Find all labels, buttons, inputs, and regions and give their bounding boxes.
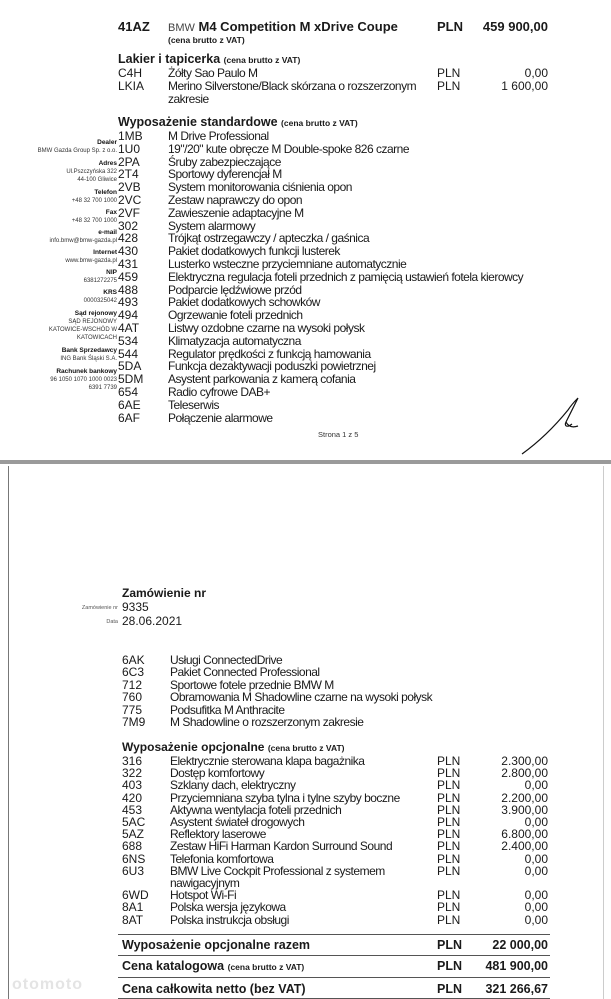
item-currency: PLN — [437, 912, 461, 927]
item-description: Reflektory laserowe — [170, 827, 266, 842]
item-description: Pakiet dodatkowych schowków — [168, 295, 320, 310]
item-description: Połączenie alarmowe — [168, 410, 273, 425]
item-code: 534 — [118, 333, 139, 348]
model-row — [0, 20, 611, 33]
item-price: 2.200,00 — [501, 790, 548, 805]
item-description: Telefonia komfortowa — [170, 851, 274, 866]
item-description-cont: nawigacyjnym — [170, 876, 240, 890]
item-price: 0,00 — [524, 888, 548, 903]
item-description: Przyciemniana szyba tylna i tylne szyby boczne — [170, 790, 400, 805]
item-code: 5DM — [118, 372, 144, 387]
total-row-optional: Wyposażenie opcjonalne razem PLN 22 000,00 — [122, 938, 548, 952]
model-currency: PLN — [437, 19, 463, 34]
item-currency: PLN — [437, 839, 461, 854]
item-currency: PLN — [437, 900, 461, 915]
item-price: 2.800,00 — [501, 766, 548, 781]
order-date: 28.06.2021 — [122, 614, 183, 628]
item-code: 6C3 — [122, 665, 145, 680]
item-price: 0,00 — [524, 778, 548, 793]
item-code: 453 — [122, 802, 143, 817]
item-code: 6WD — [122, 888, 149, 903]
item-code: 2VF — [118, 205, 141, 220]
item-currency: PLN — [437, 863, 461, 878]
item-price: 2.300,00 — [501, 754, 548, 768]
date-label: Data — [106, 619, 118, 625]
item-currency: PLN — [437, 802, 461, 817]
list-item — [0, 865, 611, 877]
item-description: Pakiet Connected Professional — [170, 665, 320, 680]
paint-section-title: Lakier i tapicerka (cena brutto z VAT) — [118, 52, 301, 66]
item-description: 19"/20" kute obręcze M Double-spoke 826 czarne — [168, 141, 410, 156]
item-code: 6NS — [122, 851, 146, 866]
upholstery-row-cont: zakresie — [168, 92, 209, 106]
item-code: 654 — [118, 385, 139, 399]
item-code: 5AC — [122, 815, 146, 829]
item-currency: PLN — [437, 851, 461, 866]
item-code: 544 — [118, 346, 139, 361]
item-code: 431 — [118, 257, 139, 271]
order-no: 9335 — [122, 600, 149, 614]
optional-section-title: Wyposażenie opcjonalne (cena brutto z VAT) — [122, 740, 345, 754]
list-item — [0, 840, 611, 852]
item-code: 2VB — [118, 180, 141, 195]
item-code: 1U0 — [118, 141, 141, 156]
item-price: 6.800,00 — [501, 827, 548, 842]
item-price: 0,00 — [524, 912, 548, 927]
item-currency: PLN — [437, 778, 461, 793]
list-item — [0, 914, 611, 926]
item-description: Podparcie lędźwiowe przód — [168, 282, 302, 297]
model-price-note: (cena brutto z VAT) — [168, 35, 245, 45]
item-price: 0,00 — [524, 815, 548, 829]
item-description: Klimatyzacja automatyczna — [168, 333, 301, 348]
item-code: 688 — [122, 839, 143, 854]
item-code: 5DA — [118, 359, 142, 374]
item-description: Funkcja dezaktywacji poduszki powietrznej — [168, 359, 376, 374]
item-currency: PLN — [437, 766, 461, 781]
list-item — [0, 889, 611, 901]
item-code: 6AK — [122, 653, 145, 667]
item-code: 6U3 — [122, 863, 145, 878]
item-price: 0,00 — [524, 851, 548, 866]
item-price: 0,00 — [524, 863, 548, 878]
item-description: Polska wersja językowa — [170, 900, 286, 915]
dealer-info: Dealer BMW Gazda Group Sp. z o.o. Adres Ul.Pszczyńska 322 44-100 Gliwice Telefon +48 32 700 1000 Fax +48 32 700 1000 e-mail info.bmw@bmw-gazda.pl Internet www.bmw-gazda.pl NIP 6381272275 KRS 0000325042 Sąd rejonowy SĄD REJONOWY KATOWICE-WSCHÓD W KATOWICACH Bank Sprzedawcy ING Bank Śląski S.A. Rachunek bankowy 96 1050 1070 1000 0023 6391 7739 — [37, 139, 117, 391]
item-currency: PLN — [437, 815, 461, 829]
separator — [118, 934, 550, 935]
model-code: 41AZ — [118, 19, 150, 34]
list-item — [0, 779, 611, 791]
item-description: Ogrzewanie foteli przednich — [168, 308, 303, 323]
page-number: Strona 1 z 5 — [318, 430, 359, 439]
item-description: Zestaw HiFi Harman Kardon Surround Sound — [170, 839, 393, 854]
item-description: Aktywna wentylacja foteli przednich — [170, 802, 342, 817]
item-description: Elektrycznie sterowana klapa bagażnika — [170, 754, 365, 768]
order-no-label: Zamówienie nr — [81, 605, 118, 611]
list-item — [0, 853, 611, 865]
item-description: Sportowe fotele przednie BMW M — [170, 677, 334, 692]
signature-icon — [520, 396, 590, 458]
item-currency: PLN — [437, 827, 461, 842]
item-description: Szklany dach, elektryczny — [170, 778, 296, 793]
item-code: 494 — [118, 308, 139, 323]
item-description: Listwy ozdobne czarne na wysoki połysk — [168, 321, 365, 335]
item-code: 430 — [118, 244, 139, 259]
total-row-net: Cena całkowita netto (bez VAT) PLN 321 266,67 — [122, 982, 548, 996]
item-description: Sportowy dyferencjał M — [168, 167, 282, 182]
separator — [118, 955, 550, 956]
item-description: Radio cyfrowe DAB+ — [168, 385, 271, 399]
item-description: System alarmowy — [168, 218, 256, 233]
item-price: 3.900,00 — [501, 802, 548, 817]
item-code: 8A1 — [122, 900, 144, 915]
list-item — [0, 804, 611, 816]
item-code: 6AF — [118, 410, 141, 425]
item-code: 2T4 — [118, 167, 139, 182]
page-divider — [0, 460, 611, 464]
item-code: 2PA — [118, 154, 140, 169]
item-code: 775 — [122, 702, 143, 717]
item-code: 459 — [118, 269, 139, 284]
item-code: 8AT — [122, 912, 144, 927]
item-code: 302 — [118, 218, 139, 233]
item-description: M Shadowline o rozszerzonym zakresie — [170, 715, 364, 729]
item-code: 712 — [122, 677, 143, 692]
item-code: 322 — [122, 766, 143, 781]
item-description: Asystent świateł drogowych — [170, 815, 305, 829]
list-item-cont — [0, 877, 611, 889]
item-description: M Drive Professional — [168, 129, 269, 143]
list-item — [0, 666, 611, 678]
item-code: 4AT — [118, 321, 140, 335]
item-description: Pakiet dodatkowych funkcji lusterek — [168, 244, 340, 259]
item-description: System monitorowania ciśnienia opon — [168, 180, 352, 195]
item-description: Teleserwis — [168, 397, 220, 412]
item-currency: PLN — [437, 888, 461, 903]
item-description: BMW Live Cockpit Professional z systemem — [170, 863, 385, 878]
item-description: Hotspot Wi-Fi — [170, 888, 237, 903]
paint-row: C4H Żółty Sao Paulo M PLN 0,00 — [118, 66, 548, 80]
separator — [118, 977, 550, 978]
item-description: Polska instrukcja obsługi — [170, 912, 289, 927]
item-price: 2.400,00 — [501, 839, 548, 854]
item-currency: PLN — [437, 790, 461, 805]
item-code: 5AZ — [122, 827, 145, 842]
list-item — [0, 792, 611, 804]
upholstery-row: LKIA Merino Silverstone/Black skórzana o rozszerzonym PLN 1 600,00 — [118, 79, 548, 93]
item-code: 760 — [122, 690, 143, 705]
item-code: 428 — [118, 231, 139, 246]
item-code: 6AE — [118, 397, 141, 412]
list-item — [0, 691, 611, 703]
model-name: BMW M4 Competition M xDrive Coupe — [168, 19, 398, 34]
item-description: Podsufitka M Anthracite — [170, 702, 285, 717]
watermark-logo: otomoto — [12, 976, 83, 993]
item-description: Trójkąt ostrzegawczy / apteczka / gaśnica — [168, 231, 370, 246]
list-item — [0, 901, 611, 913]
item-description: Elektryczna regulacja foteli przednich z pamięcią ustawień fotela kierowcy — [168, 269, 524, 284]
model-price: 459 900,00 — [482, 19, 548, 34]
list-item — [0, 716, 611, 728]
item-code: 1MB — [118, 129, 143, 143]
item-code: 420 — [122, 790, 143, 805]
standard-section-title: Wyposażenie standardowe (cena brutto z VAT) — [118, 115, 358, 129]
order-title: Zamówienie nr — [122, 586, 207, 600]
item-code: 316 — [122, 754, 143, 768]
item-description: Asystent parkowania z kamerą cofania — [168, 372, 356, 387]
item-description: Śruby zabezpieczające — [168, 154, 281, 169]
item-code: 2VC — [118, 193, 142, 207]
item-description: Dostęp komfortowy — [170, 766, 265, 781]
list-item — [0, 767, 611, 779]
item-code: 488 — [118, 282, 139, 297]
item-code: 403 — [122, 778, 143, 793]
item-price: 0,00 — [524, 900, 548, 915]
item-description: Obramowania M Shadowline czarne na wysoki połysk — [170, 690, 433, 705]
item-description: Zawieszenie adaptacyjne M — [168, 205, 304, 220]
total-row-catalog: Cena katalogowa (cena brutto z VAT) PLN 481 900,00 — [122, 959, 548, 973]
item-code: 493 — [118, 295, 139, 310]
item-description: Usługi ConnectedDrive — [170, 653, 283, 667]
item-description: Lusterko wsteczne przyciemniane automatycznie — [168, 257, 407, 271]
item-code: 7M9 — [122, 715, 146, 729]
item-currency: PLN — [437, 754, 461, 768]
item-description: Regulator prędkości z funkcją hamowania — [168, 346, 371, 361]
item-description: Zestaw naprawczy do opon — [168, 193, 303, 207]
